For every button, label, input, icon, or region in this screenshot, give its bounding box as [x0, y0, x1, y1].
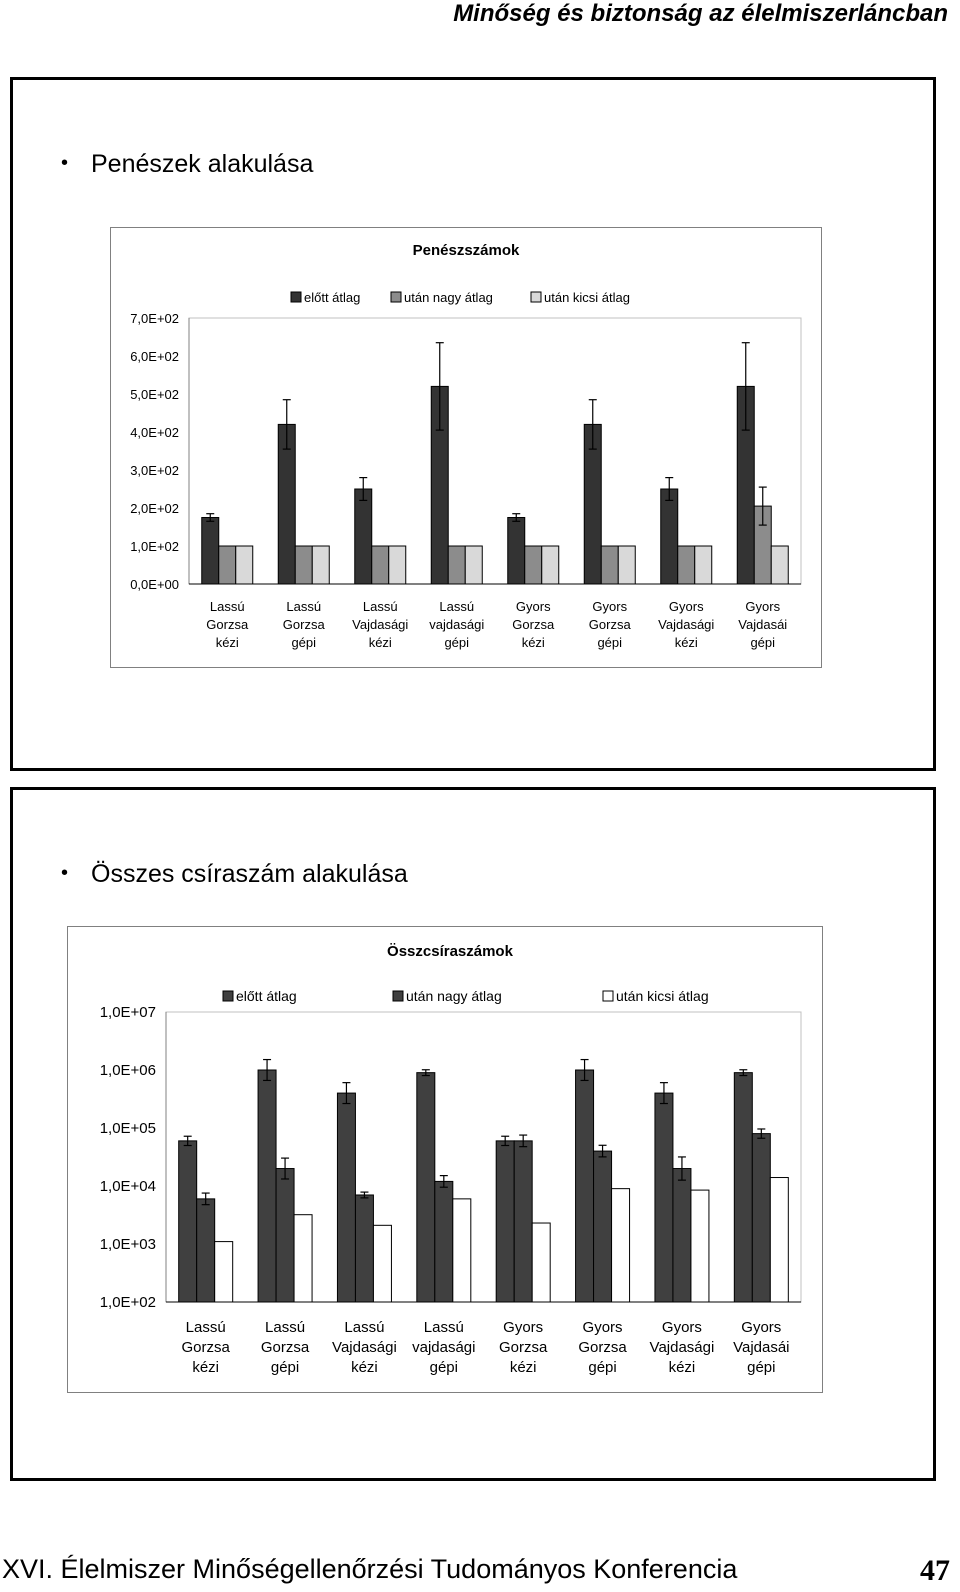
x-tick-label: gépi — [444, 635, 470, 650]
bar — [601, 546, 618, 584]
bar — [236, 546, 253, 584]
bar — [655, 1093, 673, 1302]
bar — [508, 518, 525, 585]
slide-mold-bullet-text: Penészek alakulása — [91, 150, 314, 178]
legend-label: előtt átlag — [304, 290, 361, 305]
slide-mold-bullet — [61, 150, 313, 179]
x-tick-label: kézi — [668, 1359, 696, 1376]
chart-title: Összcsíraszámok — [387, 943, 513, 960]
bar — [576, 1070, 594, 1302]
legend-swatch — [531, 292, 541, 302]
x-tick-label: kézi — [521, 635, 545, 650]
x-tick-label: gépi — [270, 1359, 300, 1376]
bar — [337, 1093, 355, 1302]
chart-mold-box — [110, 227, 822, 668]
y-tick-label: 5,0E+02 — [130, 387, 179, 402]
y-tick-label: 1,0E+03 — [99, 1236, 156, 1253]
x-tick-label: Vajdasái — [738, 617, 788, 632]
bar — [691, 1190, 709, 1302]
slide-total-count-bullet-text: Összes csíraszám alakulása — [91, 860, 408, 888]
x-tick-label: vajdasági — [412, 1339, 476, 1356]
legend-label: után kicsi átlag — [544, 290, 630, 305]
x-tick-label: Gorzsa — [206, 617, 249, 632]
bar — [295, 546, 312, 584]
x-tick-label: Gyors — [592, 599, 628, 614]
x-tick-label: gépi — [597, 635, 623, 650]
bar — [219, 546, 236, 584]
x-tick-label: Vajdasági — [332, 1339, 397, 1356]
x-tick-label: gépi — [750, 635, 776, 650]
page-header-title: Minőség és biztonság az élelmiszerláncban — [453, 0, 948, 27]
bar — [179, 1141, 197, 1302]
bar — [465, 546, 482, 584]
x-tick-label: gépi — [588, 1359, 617, 1376]
x-tick-label: Vajdasági — [649, 1339, 715, 1356]
legend-swatch — [603, 991, 613, 1001]
x-tick-label: Gyors — [582, 1319, 623, 1336]
legend-label: előtt átlag — [236, 988, 297, 1004]
bar — [770, 1178, 788, 1302]
bar — [435, 1181, 453, 1302]
chart-total-count-box — [67, 926, 823, 1393]
y-tick-label: 1,0E+04 — [99, 1178, 156, 1195]
legend-swatch — [391, 292, 401, 302]
bar — [695, 546, 712, 584]
legend-swatch — [223, 991, 233, 1001]
x-tick-label: Gyors — [668, 599, 704, 614]
x-tick-label: Gorzsa — [578, 1339, 627, 1356]
x-tick-label: Vajdasági — [658, 617, 715, 632]
x-tick-label: gépi — [291, 635, 317, 650]
bar — [355, 489, 372, 584]
x-tick-label: Gyors — [503, 1319, 544, 1336]
y-tick-label: 0,0E+00 — [130, 577, 179, 592]
legend-swatch — [291, 292, 301, 302]
bar — [661, 489, 678, 584]
slide-mold — [10, 77, 936, 771]
bar — [372, 546, 389, 584]
x-tick-label: Lassú — [423, 1319, 464, 1336]
x-tick-label: gépi — [429, 1359, 458, 1376]
bar — [514, 1141, 532, 1302]
bar — [355, 1195, 373, 1302]
bar — [496, 1141, 514, 1302]
x-tick-label: Vajdasági — [352, 617, 409, 632]
bar — [294, 1215, 312, 1302]
x-tick-label: kézi — [192, 1359, 220, 1376]
bar — [673, 1169, 691, 1302]
x-tick-label: Gorzsa — [181, 1339, 230, 1356]
x-tick-label: Lassú — [286, 599, 322, 614]
chart-mold — [111, 228, 823, 669]
legend-swatch — [393, 991, 403, 1001]
x-tick-label: kézi — [215, 635, 239, 650]
bar — [258, 1070, 276, 1302]
bar — [312, 546, 329, 584]
y-tick-label: 1,0E+05 — [99, 1120, 156, 1137]
legend-label: után nagy átlag — [406, 988, 502, 1004]
x-tick-label: kézi — [368, 635, 392, 650]
y-tick-label: 6,0E+02 — [130, 349, 179, 364]
slide-total-count — [10, 787, 936, 1481]
x-tick-label: Gorzsa — [499, 1339, 548, 1356]
bar — [752, 1134, 770, 1302]
bar — [417, 1073, 435, 1302]
y-tick-label: 7,0E+02 — [130, 311, 179, 326]
y-tick-label: 4,0E+02 — [130, 425, 179, 440]
chart-total-count — [68, 927, 824, 1394]
bullet-dot-icon: • — [61, 862, 69, 884]
bar — [202, 518, 219, 585]
x-tick-label: kézi — [351, 1359, 378, 1376]
bar — [373, 1225, 391, 1302]
bar — [276, 1169, 294, 1302]
bar — [618, 546, 635, 584]
x-tick-label: Gorzsa — [282, 617, 325, 632]
y-tick-label: 1,0E+02 — [99, 1294, 156, 1311]
slide-total-count-bullet — [61, 860, 408, 889]
bar — [448, 546, 465, 584]
bar — [771, 546, 788, 584]
y-tick-label: 1,0E+07 — [99, 1004, 156, 1021]
bar — [542, 546, 559, 584]
x-tick-label: kézi — [674, 635, 698, 650]
bar — [734, 1073, 752, 1302]
x-tick-label: Gyors — [745, 599, 781, 614]
page-footer — [0, 1554, 960, 1592]
x-tick-label: vajdasági — [429, 617, 485, 632]
bar — [532, 1223, 550, 1302]
x-tick-label: Lassú — [265, 1319, 306, 1336]
x-tick-label: gépi — [747, 1359, 776, 1376]
x-tick-label: Vajdasái — [733, 1339, 790, 1356]
x-tick-label: Gorzsa — [512, 617, 555, 632]
y-tick-label: 1,0E+06 — [99, 1062, 156, 1079]
bar — [453, 1199, 471, 1302]
footer-page-number: 47 — [920, 1554, 950, 1587]
x-tick-label: Lassú — [185, 1319, 226, 1336]
x-tick-label: Gorzsa — [588, 617, 631, 632]
y-tick-label: 1,0E+02 — [130, 539, 179, 554]
bar — [678, 546, 695, 584]
x-tick-label: Lassú — [362, 599, 398, 614]
x-tick-label: kézi — [509, 1359, 537, 1376]
footer-conference: XVI. Élelmiszer Minőségellenőrzési Tudományos Konferencia — [2, 1554, 738, 1584]
x-tick-label: Gyors — [515, 599, 551, 614]
legend-label: után kicsi átlag — [616, 988, 709, 1004]
bar — [612, 1189, 630, 1302]
x-tick-label: Lassú — [209, 599, 245, 614]
bar — [197, 1199, 215, 1302]
bar — [215, 1242, 233, 1302]
x-tick-label: Lassú — [439, 599, 475, 614]
bar — [525, 546, 542, 584]
x-tick-label: Gorzsa — [260, 1339, 310, 1356]
bullet-dot-icon: • — [61, 152, 69, 174]
bar — [594, 1151, 612, 1302]
bar — [389, 546, 406, 584]
x-tick-label: Lassú — [344, 1319, 385, 1336]
y-tick-label: 3,0E+02 — [130, 463, 179, 478]
legend-label: után nagy átlag — [404, 290, 493, 305]
y-tick-label: 2,0E+02 — [130, 501, 179, 516]
chart-title: Penészszámok — [412, 242, 520, 259]
x-tick-label: Gyors — [661, 1319, 702, 1336]
x-tick-label: Gyors — [741, 1319, 782, 1336]
